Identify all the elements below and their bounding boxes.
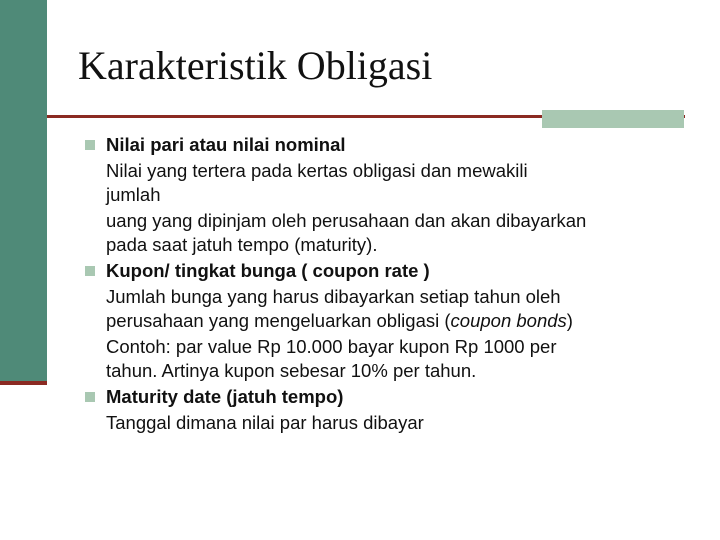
sidebar-red-line	[0, 381, 47, 385]
square-bullet-icon	[85, 392, 95, 402]
bullet-text-line: uang yang dipinjam oleh perusahaan dan akan dibayarkan	[106, 210, 587, 231]
bullet-text-line: Jumlah bunga yang harus dibayarkan setiap tahun oleh	[106, 286, 561, 307]
bullet-item-coupon-rate	[84, 258, 694, 384]
bullet-heading: Maturity date (jatuh tempo)	[106, 386, 344, 407]
slide-title: Karakteristik Obligasi	[78, 43, 433, 88]
bullet-text-line: jumlah	[106, 184, 161, 205]
bullet-heading: Kupon/ tingkat bunga ( coupon rate )	[106, 260, 430, 281]
bullet-text-line: pada saat jatuh tempo (maturity).	[106, 234, 378, 255]
bullet-text-line: Contoh: par value Rp 10.000 bayar kupon Rp 1000 per	[106, 336, 557, 357]
sidebar-accent-bar	[0, 0, 47, 382]
bullet-text-line: Nilai yang tertera pada kertas obligasi dan mewakili	[106, 160, 528, 181]
bullet-item-face-value	[84, 132, 694, 258]
bullet-text-line: Tanggal dimana nilai par harus dibayar	[106, 412, 424, 433]
bullet-item-maturity-date	[84, 384, 694, 436]
square-bullet-icon	[85, 266, 95, 276]
bullet-text-line-with-italic: perusahaan yang mengeluarkan obligasi (coupon bonds)	[106, 310, 573, 331]
bullet-text-segment: perusahaan yang mengeluarkan obligasi	[106, 310, 445, 331]
bullet-heading: Nilai pari atau nilai nominal	[106, 134, 346, 155]
slide-content	[84, 132, 694, 436]
italic-term: coupon bonds	[450, 310, 567, 331]
square-bullet-icon	[85, 140, 95, 150]
bullet-text-line: tahun. Artinya kupon sebesar 10% per tahun.	[106, 360, 477, 381]
title-accent-block	[542, 110, 684, 128]
